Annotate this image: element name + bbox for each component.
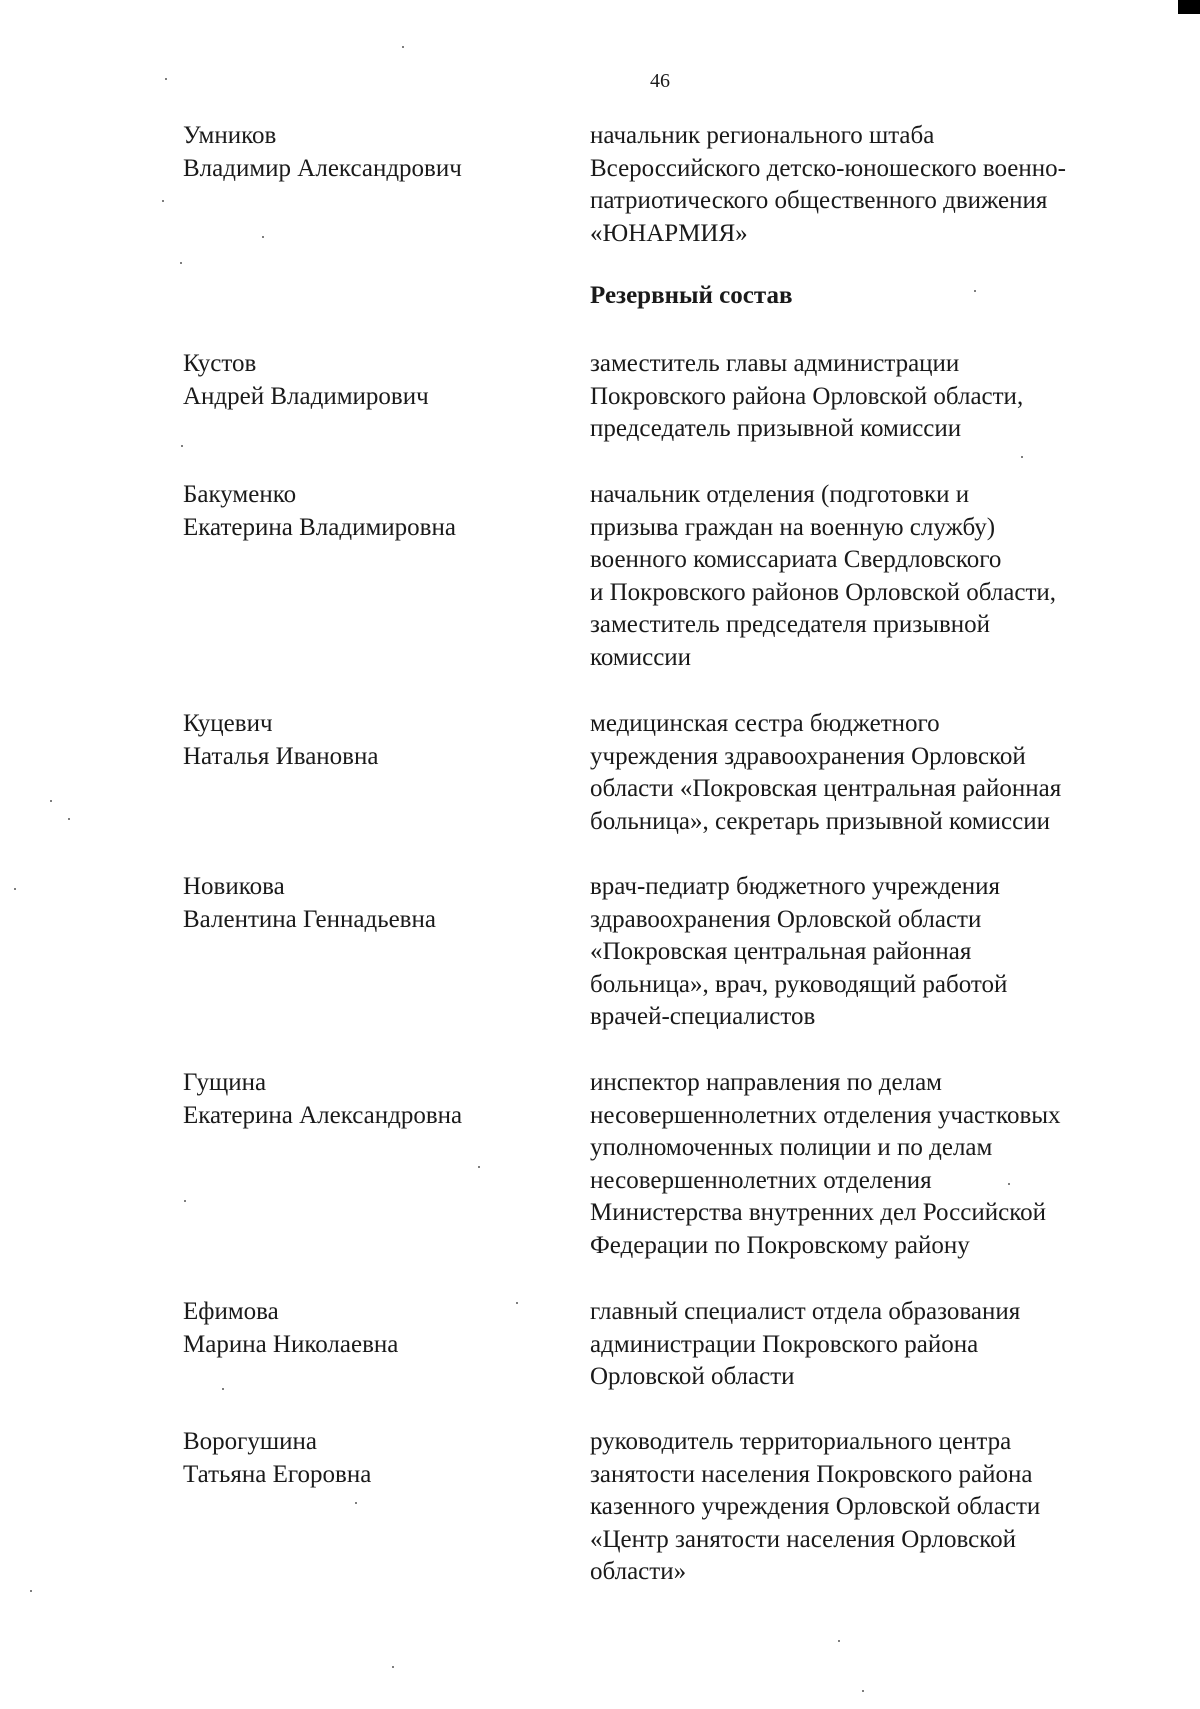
scan-speck — [68, 818, 70, 820]
member-role — [590, 120, 1180, 250]
role-line: заместитель главы администрации — [590, 350, 960, 377]
member-given-names: Владимир Александрович — [183, 154, 462, 182]
role-line: Покровского района Орловской области, — [590, 382, 1024, 410]
member-surname: Ефимова — [183, 1298, 279, 1325]
member-name — [183, 348, 543, 413]
member-given-names: Татьяна Егоровна — [183, 1460, 372, 1488]
member-name — [183, 1296, 543, 1361]
member-surname: Новикова — [183, 873, 285, 900]
member-name — [183, 708, 543, 773]
scan-speck — [180, 262, 182, 264]
member-role — [590, 1426, 1180, 1589]
scan-speck — [162, 200, 164, 202]
member-given-names: Екатерина Владимировна — [183, 513, 456, 541]
role-line: «ЮНАРМИЯ» — [590, 219, 748, 247]
role-line: руководитель территориального центра — [590, 1428, 1012, 1455]
role-line: и Покровского районов Орловской области, — [590, 578, 1057, 606]
scan-speck — [392, 1666, 394, 1668]
role-line: военного комиссариата Свердловского — [590, 546, 1002, 573]
role-line: «Центр занятости населения Орловской — [590, 1525, 1016, 1553]
scan-speck — [402, 46, 404, 48]
scan-speck — [838, 1640, 840, 1642]
role-line: врач-педиатр бюджетного учреждения — [590, 873, 1001, 900]
role-line: комиссии — [590, 643, 692, 671]
member-surname: Умников — [183, 122, 277, 149]
scan-speck — [50, 800, 52, 802]
scan-speck — [862, 1690, 864, 1692]
scan-speck — [14, 888, 16, 890]
role-line: больница», врач, руководящий работой — [590, 970, 1008, 998]
page-number: 46 — [650, 70, 670, 92]
section-heading: Резервный состав — [590, 282, 793, 309]
member-role — [590, 1067, 1180, 1262]
role-line: Орловской области — [590, 1363, 795, 1390]
member-given-names: Валентина Геннадьевна — [183, 905, 436, 933]
scan-speck — [1008, 1183, 1010, 1185]
member-surname: Гущина — [183, 1069, 267, 1096]
member-surname: Куцевич — [183, 710, 273, 737]
role-line: председатель призывной комиссии — [590, 415, 962, 442]
member-surname: Ворогушина — [183, 1428, 318, 1455]
role-line: главный специалист отдела образования — [590, 1298, 1021, 1325]
role-line: начальник отделения (подготовки и — [590, 481, 970, 508]
role-line: Всероссийского детско-юношеского военно- — [590, 154, 1066, 182]
member-surname: Бакуменко — [183, 481, 297, 508]
scan-speck — [974, 290, 976, 292]
role-line: «Покровская центральная районная — [590, 938, 972, 965]
role-line: Министерства внутренних дел Российской — [590, 1199, 1046, 1226]
member-given-names: Андрей Владимирович — [183, 382, 429, 410]
scan-speck — [222, 1388, 224, 1390]
role-line: начальник регионального штаба — [590, 122, 935, 149]
role-line: области» — [590, 1558, 687, 1585]
scan-speck — [30, 1590, 32, 1592]
role-line: инспектор направления по делам — [590, 1069, 943, 1096]
member-name — [183, 1426, 543, 1491]
role-line: области «Покровская центральная районная — [590, 775, 1062, 802]
scan-speck — [478, 1166, 480, 1168]
role-line: заместитель председателя призывной — [590, 611, 990, 638]
role-line: больница», секретарь призывной комиссии — [590, 807, 1051, 835]
member-name — [183, 871, 543, 936]
role-line: Федерации по Покровскому району — [590, 1231, 970, 1259]
scan-speck — [355, 1502, 357, 1504]
member-name — [183, 479, 543, 544]
member-surname: Кустов — [183, 350, 257, 377]
role-line: несовершеннолетних отделения участковых — [590, 1101, 1061, 1129]
member-role — [590, 479, 1180, 674]
role-line: врачей-специалистов — [590, 1003, 816, 1030]
scan-speck — [1021, 456, 1023, 458]
role-line: патриотического общественного движения — [590, 187, 1048, 214]
member-role — [590, 708, 1180, 838]
role-line: уполномоченных полиции и по делам — [590, 1134, 993, 1161]
member-given-names: Екатерина Александровна — [183, 1101, 463, 1129]
scan-speck — [262, 236, 264, 238]
member-role — [590, 871, 1180, 1034]
member-role — [590, 348, 1180, 446]
role-line: медицинская сестра бюджетного — [590, 710, 940, 737]
scan-speck — [181, 445, 183, 447]
member-given-names: Марина Николаевна — [183, 1330, 399, 1358]
member-name — [183, 1067, 543, 1132]
role-line: администрации Покровского района — [590, 1330, 979, 1358]
role-line: учреждения здравоохранения Орловской — [590, 742, 1026, 770]
member-name — [183, 120, 543, 185]
scan-speck — [165, 78, 167, 80]
member-role — [590, 1296, 1180, 1394]
role-line: призыва граждан на военную службу) — [590, 513, 996, 541]
role-line: здравоохранения Орловской области — [590, 905, 982, 933]
scan-speck — [184, 1200, 186, 1202]
scan-corner-mark — [1178, 0, 1200, 14]
role-line: казенного учреждения Орловской области — [590, 1493, 1041, 1520]
role-line: занятости населения Покровского района — [590, 1460, 1033, 1488]
role-line: несовершеннолетних отделения — [590, 1166, 932, 1194]
scan-speck — [516, 1302, 518, 1304]
member-given-names: Наталья Ивановна — [183, 742, 379, 770]
